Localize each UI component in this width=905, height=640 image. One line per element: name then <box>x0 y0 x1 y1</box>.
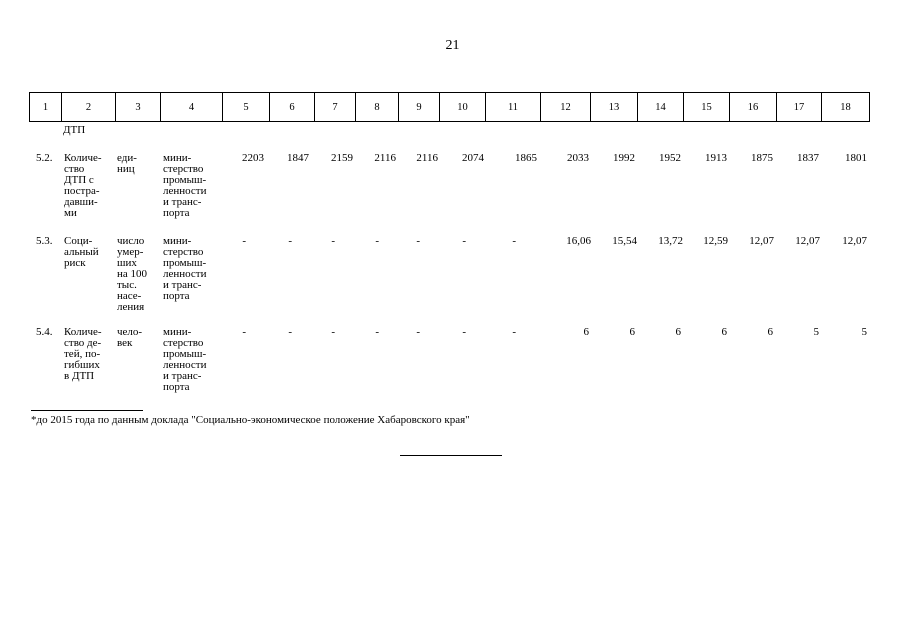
column-header: 15 <box>684 93 730 122</box>
responsible-body: мини- стерство промыш- ленности и транс- порта <box>163 152 207 219</box>
value-cell: 6 <box>629 326 635 338</box>
value-cell: 2116 <box>374 152 396 164</box>
row-number: 5.4. <box>36 326 53 338</box>
responsible-body: мини- стерство промыш- ленности и транс- порта <box>163 235 207 302</box>
column-header: 10 <box>440 93 486 122</box>
column-header: 4 <box>161 93 223 122</box>
value-cell: 1913 <box>705 152 727 164</box>
column-header: 13 <box>591 93 638 122</box>
column-header: 14 <box>638 93 684 122</box>
value-cell: - <box>375 235 379 247</box>
value-cell: 2116 <box>416 152 438 164</box>
column-header: 1 <box>30 93 62 122</box>
unit: еди- ниц <box>117 152 137 175</box>
value-cell: - <box>242 326 246 338</box>
value-cell: - <box>462 326 466 338</box>
end-separator <box>400 455 502 456</box>
value-cell: 16,06 <box>566 235 591 247</box>
footnote-separator <box>31 410 143 411</box>
column-header: 16 <box>730 93 777 122</box>
indicator-name: Количе- ство ДТП с постра- давши- ми <box>64 152 102 219</box>
column-header: 6 <box>270 93 315 122</box>
responsible-body: мини- стерство промыш- ленности и транс- порта <box>163 326 207 393</box>
value-cell: - <box>462 235 466 247</box>
row-number: 5.3. <box>36 235 53 247</box>
row-number: 5.2. <box>36 152 53 164</box>
value-cell: 1875 <box>751 152 773 164</box>
value-cell: 2033 <box>567 152 589 164</box>
footnote: *до 2015 года по данным доклада "Социально-экономическое положение Хабаровского края" <box>31 414 470 426</box>
column-header: 3 <box>116 93 161 122</box>
value-cell: - <box>416 326 420 338</box>
column-header: 5 <box>223 93 270 122</box>
page-number: 21 <box>445 38 460 53</box>
value-cell: 12,07 <box>842 235 867 247</box>
value-cell: 2159 <box>331 152 353 164</box>
unit: число умер- ших на 100 тыс. насе- ления <box>117 235 148 313</box>
value-cell: 12,07 <box>749 235 774 247</box>
value-cell: 6 <box>583 326 589 338</box>
value-cell: - <box>512 235 516 247</box>
value-cell: 12,59 <box>703 235 728 247</box>
value-cell: 5 <box>813 326 819 338</box>
value-cell: 15,54 <box>612 235 637 247</box>
column-header: 18 <box>822 93 870 122</box>
column-header: 17 <box>777 93 822 122</box>
value-cell: 5 <box>861 326 867 338</box>
value-cell: - <box>416 235 420 247</box>
column-header: 11 <box>486 93 541 122</box>
value-cell: 1801 <box>845 152 867 164</box>
column-header: 8 <box>356 93 399 122</box>
value-cell: 6 <box>767 326 773 338</box>
value-cell: - <box>331 235 335 247</box>
indicator-name: Соци- альный риск <box>64 235 99 269</box>
value-cell: 1865 <box>515 152 537 164</box>
value-cell: 1952 <box>659 152 681 164</box>
value-cell: 2203 <box>242 152 264 164</box>
unit: чело- век <box>117 326 143 349</box>
indicator-name: Количе- ство де- тей, по- гибших в ДТП <box>64 326 102 382</box>
value-cell: - <box>375 326 379 338</box>
column-header: 7 <box>315 93 356 122</box>
value-cell: 1847 <box>287 152 309 164</box>
value-cell: 6 <box>721 326 727 338</box>
value-cell: - <box>512 326 516 338</box>
value-cell: 6 <box>675 326 681 338</box>
column-header-row <box>29 92 870 122</box>
column-header: 9 <box>399 93 440 122</box>
value-cell: 1837 <box>797 152 819 164</box>
value-cell: 13,72 <box>658 235 683 247</box>
value-cell: 12,07 <box>795 235 820 247</box>
value-cell: 1992 <box>613 152 635 164</box>
column-header: 12 <box>541 93 591 122</box>
continuation-text: ДТП <box>63 124 86 136</box>
value-cell: - <box>242 235 246 247</box>
value-cell: - <box>331 326 335 338</box>
column-header: 2 <box>62 93 116 122</box>
value-cell: - <box>288 326 292 338</box>
value-cell: 2074 <box>462 152 484 164</box>
value-cell: - <box>288 235 292 247</box>
